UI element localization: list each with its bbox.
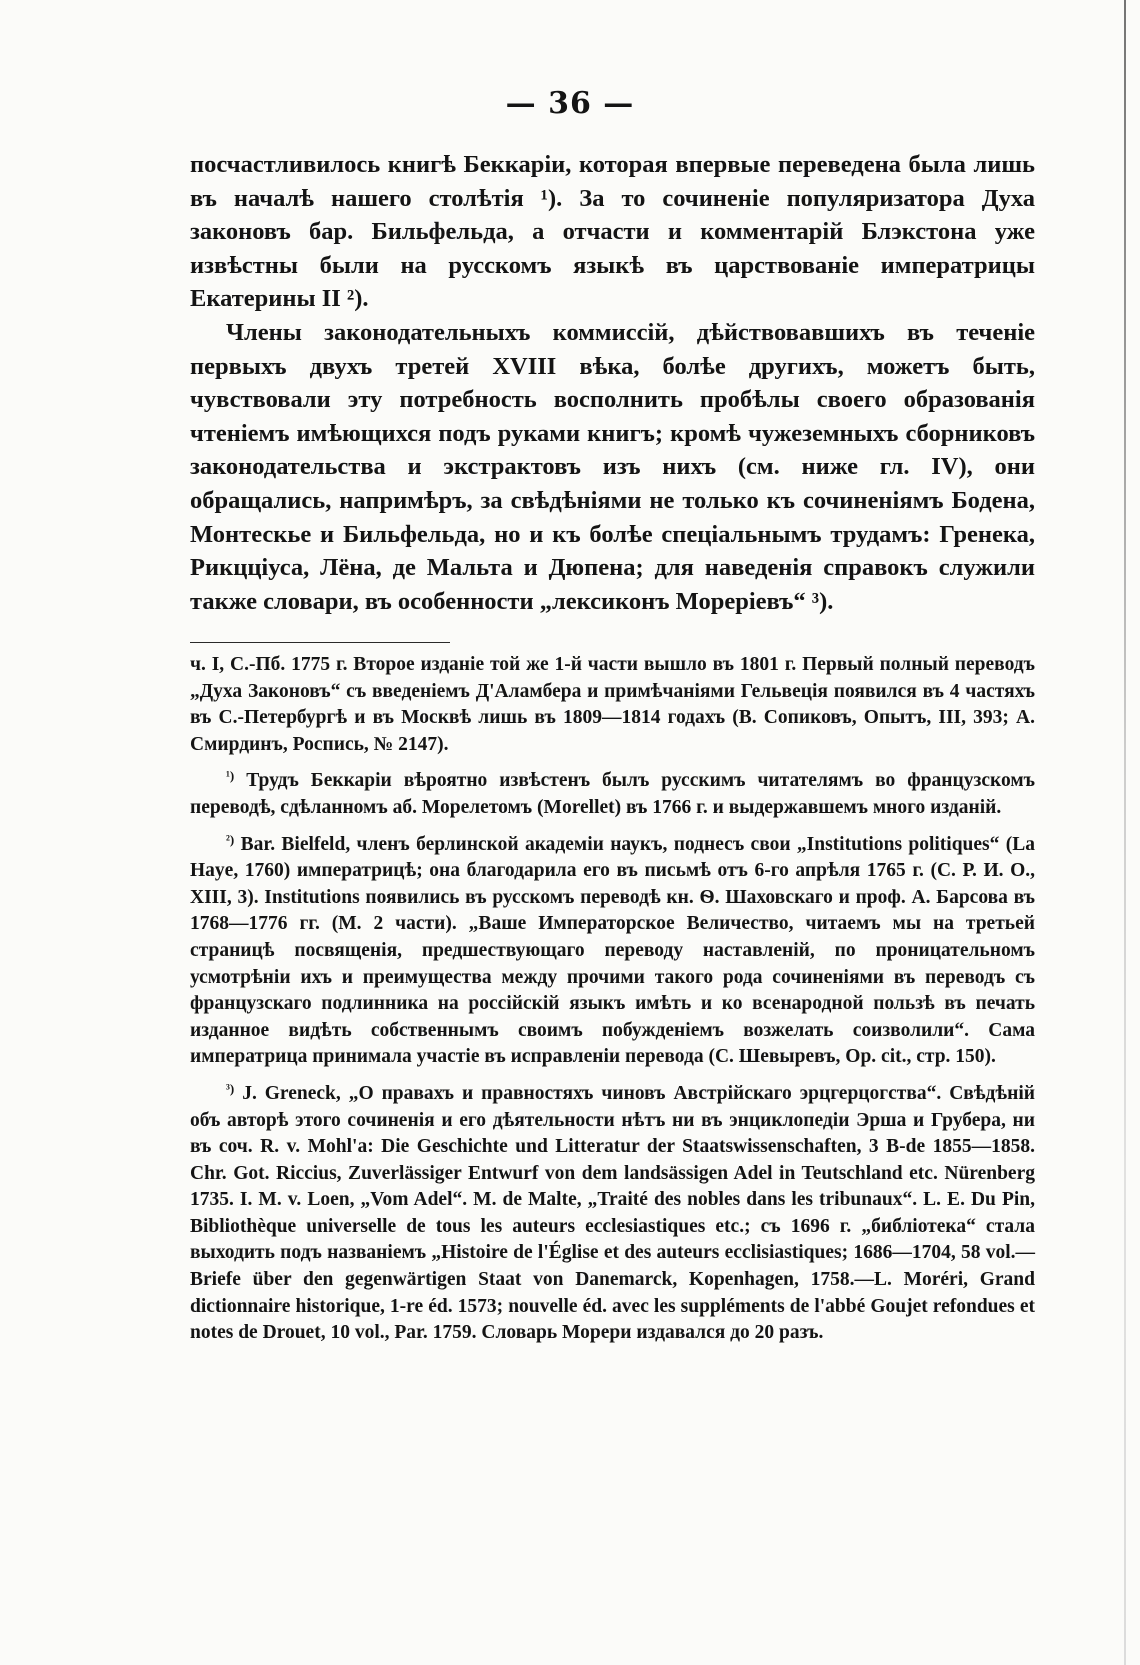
footnotes bbox=[190, 652, 1035, 1352]
footnote-3 bbox=[190, 1076, 1035, 1347]
footnote-1-text: Трудъ Беккаріи вѣроятно извѣстенъ былъ русскимъ читателямъ во французскомъ переводѣ, сдѣланномъ аб. Морелетомъ (Morellet) въ 1766 г. и выдержавшемъ много изданій. bbox=[190, 770, 1036, 818]
main-text bbox=[190, 148, 1035, 618]
footnote-divider bbox=[190, 642, 450, 643]
footnote-1-mark: ¹) bbox=[226, 768, 235, 784]
footnote-2 bbox=[190, 827, 1035, 1071]
main-paragraph-1: посчастливилось книгѣ Беккаріи, которая впервые переведена была лишь въ началѣ нашего столѣтія ¹). За то сочиненіе популяризатора Духа законовъ бар. Бильфельда, а отчасти и комментарій Блэкстона уже извѣстны были на русскомъ языкѣ въ царствованіе императрицы Екатерины II ²). bbox=[190, 151, 1035, 313]
page-edge-shadow bbox=[1124, 0, 1126, 1665]
footnote-continuation: ч. I, С.-Пб. 1775 г. Второе изданіе той же 1-й части вышло въ 1801 г. Первый полный переводъ „Духа Законовъ“ съ введеніемъ Д'Аламбера и примѣчаніями Гельвеція появился въ 4 частяхъ въ С.-Петербургѣ и въ Москвѣ лишь въ 1809—1814 годахъ (В. Сопиковъ, Опытъ, III, 393; А. Смирдинъ, Роспись, № 2147). bbox=[190, 654, 1035, 755]
footnote-3-mark: ³) bbox=[226, 1080, 235, 1096]
footnote-3-text: J. Greneck, „О правахъ и правностяхъ чиновъ Австрійскаго эрцгерцогства“. Свѣдѣній объ авторѣ этого сочиненія и его дѣятельности нѣтъ ни въ энциклопедіи Эрша и Грубера, ни въ соч. R. v. Mohl'a: Die Geschichte und Litteratur der Staatswissenschaften, 3 B-de 1855—1858. Chr. Got. Riccius, Zuverlässiger Entwurf von dem landsässigen Adel in Teutschland etc. Nürenberg 1735. I. M. v. Loen, „Vom Adel“. M. de Malte, „Traité des nobles dans les tribunaux“. L. E. Du Pin, Bibliothèque universelle de tous les auteurs ecclesiastiques etc.; съ 1696 г. „библіотека“ стала выходить подъ названіемъ „Histoire de l'Église et des auteurs ecclisiastiques; 1686—1704, 58 vol.—Briefe über den gegenwärtigen Staat von Danemarck, Kopenhagen, 1758.—L. Moréri, Grand dictionnaire historique, 1-re éd. 1573; nouvelle éd. avec les suppléments de l'abbé Goujet refondues et notes de Drouet, 10 vol., Par. 1759. Словарь Морери издавался до 20 разъ. bbox=[190, 1082, 1035, 1344]
footnote-2-mark: ²) bbox=[226, 831, 235, 847]
page-number: — 36 — bbox=[505, 86, 635, 121]
footnote-1 bbox=[190, 763, 1035, 821]
main-paragraph-2: Члены законодательныхъ коммиссій, дѣйствовавшихъ въ теченіе первыхъ двухъ третей XVIII вѣка, болѣе другихъ, можетъ быть, чувствовали эту потребность восполнить пробѣлы своего образованія чтеніемъ имѣющихся подъ руками книгъ; кромѣ чужеземныхъ сборниковъ законодательства и экстрактовъ изъ нихъ (см. ниже гл. IV), они обращались, напримѣръ, за свѣдѣніями не только къ сочиненіямъ Бодена, Монтескье и Бильфельда, но и къ болѣе спеціальнымъ трудамъ: Гренека, Рикцціуса, Лёна, де Мальта и Дюпена; для наведенія справокъ служили также словари, въ особенности „лексиконъ Морерiевъ“ ³). bbox=[190, 318, 1035, 615]
footnote-2-text: Bar. Bielfeld, членъ берлинской академіи наукъ, поднесъ свои „Institutions politiques“ (La Haye, 1760) императрицѣ; она благодарила его въ письмѣ отъ 6-го апрѣля 1765 г. (С. Р. И. О., XIII, 3). Institutions появились въ русскомъ переводѣ кн. Ѳ. Шаховскаго и проф. А. Барсова въ 1768—1776 гг. (М. 2 части). „Ваше Императорское Величество, читаемъ мы на третьей страницѣ посвященія, предшествующаго переводу наставленій, по проницательномъ усмотрѣніи ихъ и преимущества между прочими такого рода сочиненіями въ переводъ съ французскаго подлинника на россійскій языкъ имѣть и ко всенародной пользѣ въ печать изданное видѣть собственнымъ своимъ побужденіемъ возжелать соизволили“. Сама императрица принимала участіе въ исправленіи перевода (С. Шевыревъ, Op. cit., стр. 150). bbox=[190, 833, 1035, 1068]
